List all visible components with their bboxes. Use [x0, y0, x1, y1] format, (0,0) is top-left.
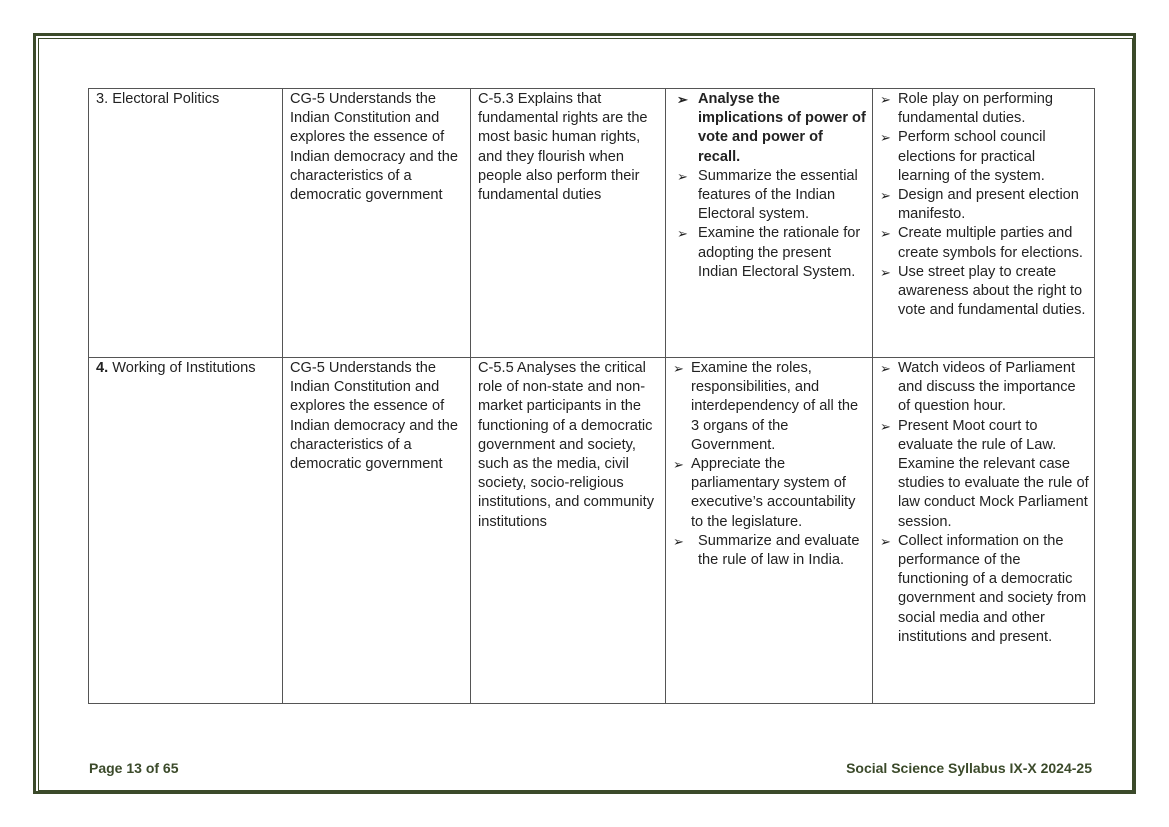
learning-outcomes-cell [666, 358, 873, 704]
syllabus-table [88, 88, 1095, 704]
list-item: ➢ Perform school council elections for practical learning of the system. [880, 128, 1089, 186]
list-item: ➢ Present Moot court to evaluate the rule of Law. Examine the relevant case studies to evaluate the rule of law conduct Mock Parliament session. [880, 417, 1089, 532]
competency-cell [471, 89, 666, 358]
activities-cell [873, 358, 1095, 704]
activities-list [880, 90, 1089, 320]
document-title: Social Science Syllabus IX-X 2024-25 [846, 760, 1092, 776]
curricular-goal-text: CG-5 Understands the Indian Constitution and explores the essence of Indian democracy and the characteristics of a democratic government [290, 360, 458, 473]
list-item: ➢ Watch videos of Parliament and discuss the importance of question hour. [880, 359, 1089, 417]
list-item: ➢ Collect information on the performance of the functioning of a democratic government and society from social media and other institutions and present. [880, 532, 1089, 647]
activities-list [880, 359, 1089, 647]
curricular-goal-cell [283, 89, 471, 358]
curricular-goal-cell [283, 358, 471, 704]
list-item: ➢ Analyse the implications of power of vote and power of recall. [673, 90, 867, 167]
list-item: ➢ Use street play to create awareness about the right to vote and fundamental duties. [880, 263, 1089, 321]
curricular-goal-text: CG-5 Understands the Indian Constitution and explores the essence of Indian democracy and the characteristics of a democratic government [290, 91, 458, 204]
list-item: ➢ Summarize the essential features of the Indian Electoral system. [673, 167, 867, 225]
topic-cell [89, 89, 283, 358]
topic-cell [89, 358, 283, 704]
list-item: ➢ Design and present election manifesto. [880, 186, 1089, 224]
competency-text: C-5.5 Analyses the critical role of non-state and non-market participants in the functioning of a democratic government and society, such as the media, civil society, socio-religious institutions, and community institutions [478, 360, 655, 530]
topic-text: Working of Institutions [108, 360, 256, 376]
list-item: ➢ Role play on performing fundamental duties. [880, 90, 1089, 128]
list-item: ➢ Appreciate the parliamentary system of executive’s accountability to the legislature. [673, 455, 867, 532]
list-item: ➢ Create multiple parties and create symbols for elections. [880, 224, 1089, 262]
competency-text: C-5.3 Explains that fundamental rights are the most basic human rights, and they flourish when people also perform their fundamental duties [478, 91, 648, 204]
learning-outcomes-list [673, 90, 867, 282]
competency-cell [471, 358, 666, 704]
page-number: Page 13 of 65 [89, 760, 179, 776]
learning-outcomes-list [673, 359, 867, 570]
activities-cell [873, 89, 1095, 358]
table-row [89, 89, 1095, 358]
list-item: ➢ Examine the roles, responsibilities, and interdependency of all the 3 organs of the Government. [673, 359, 867, 455]
topic-number: 4. [96, 360, 109, 376]
learning-outcomes-cell [666, 89, 873, 358]
topic-text: 3. Electoral Politics [96, 91, 220, 107]
list-item: ➢ Summarize and evaluate the rule of law in India. [673, 532, 867, 570]
table-row [89, 358, 1095, 704]
list-item: ➢ Examine the rationale for adopting the present Indian Electoral System. [673, 224, 867, 282]
